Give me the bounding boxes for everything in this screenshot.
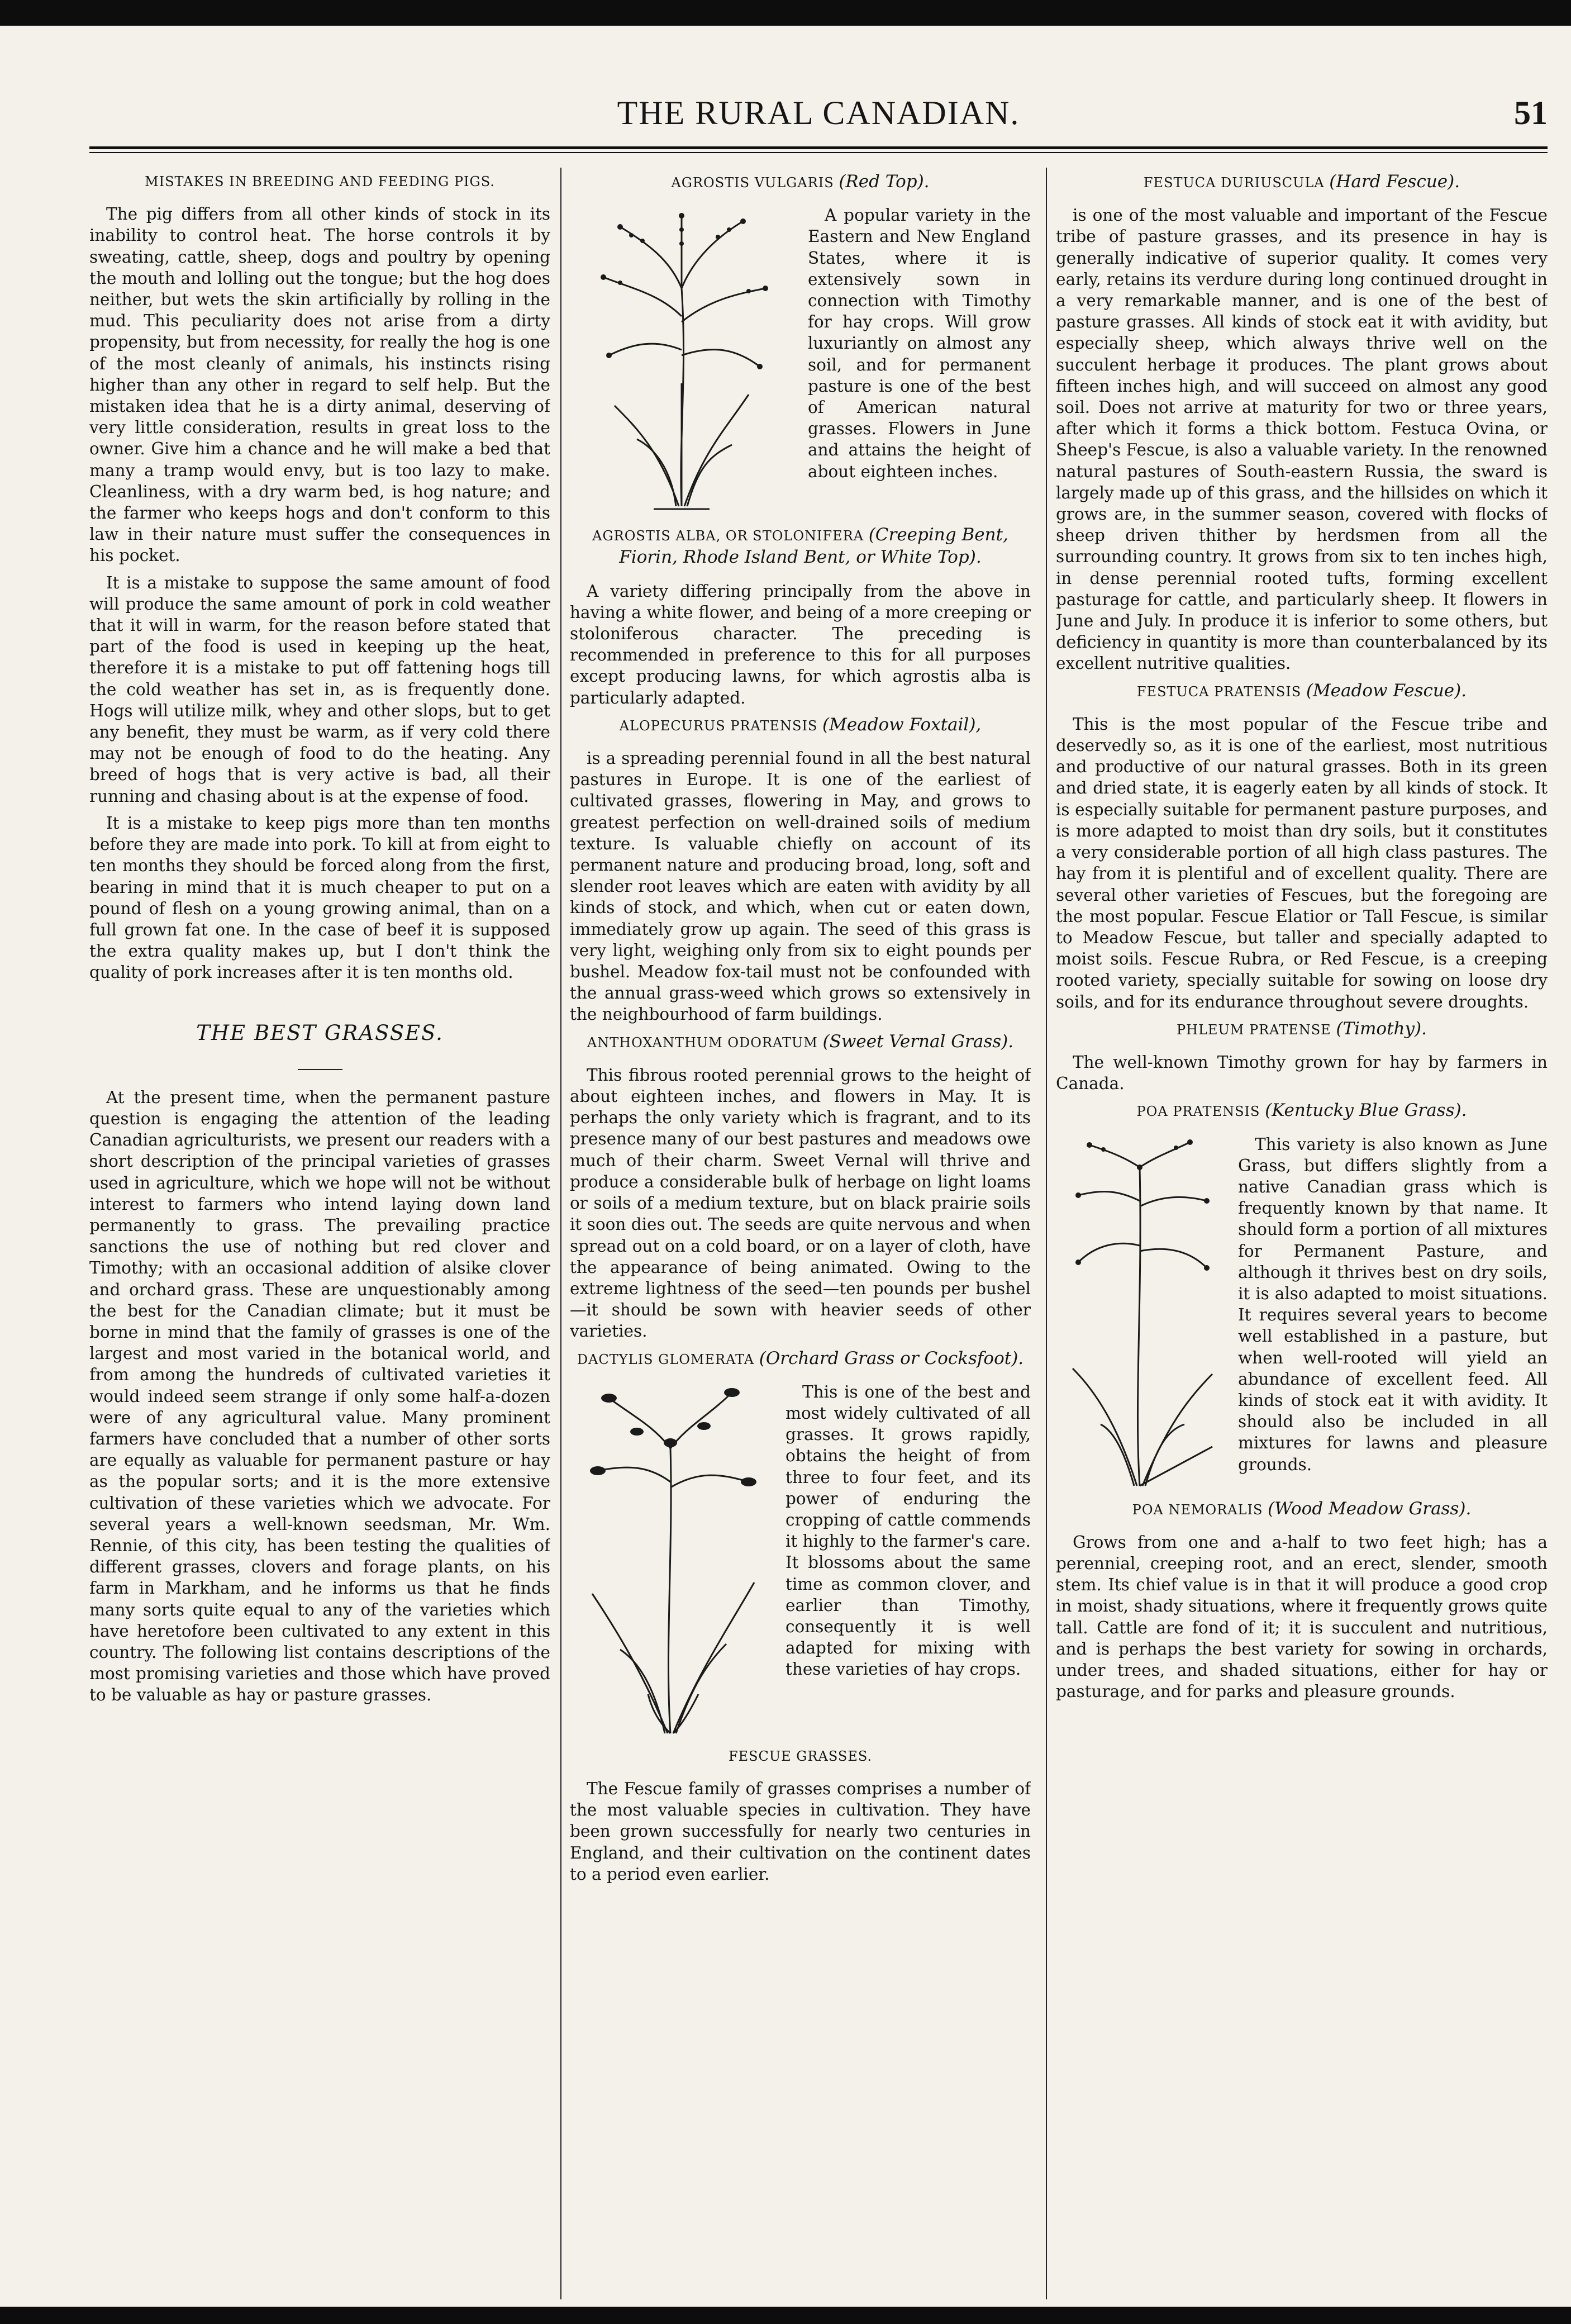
header-rule-thin [89, 152, 1548, 153]
common-name: (Meadow Foxtail), [822, 714, 982, 735]
column-divider-1 [560, 168, 561, 2299]
short-rule [298, 1069, 342, 1070]
species-name: AGROSTIS VULGARIS [671, 175, 834, 191]
common-name: (Wood Meadow Grass). [1268, 1498, 1472, 1519]
kentucky-blue-grass-illustration [1056, 1134, 1224, 1491]
species-name: PHLEUM PRATENSE [1177, 1021, 1331, 1038]
common-name: (Hard Fescue). [1329, 172, 1460, 192]
common-name: (Orchard Grass or Cocksfoot). [759, 1348, 1024, 1368]
paragraph: This variety is also known as June Grass, but differs slightly from a native Canadian grass which is frequently known by that name. It should form a portion of all mixtures for Permanent Pasture, and although it thrives best on dry soils, it is also adapted to moist situations. It requires several years to become well established in a pasture, but when well-rooted will yield an abundance of excellent feed. All kinds of stock eat it with avidity. It should also be included in all mixtures for lawns and pleasure grounds. [1238, 1134, 1548, 1474]
common-name: (Red Top). [839, 172, 930, 192]
species-heading [1056, 171, 1548, 193]
column-1 [89, 168, 550, 2299]
species-heading [570, 524, 1031, 569]
species-name: DACTYLIS GLOMERATA [577, 1351, 755, 1367]
orchard-grass-illustration [570, 1381, 771, 1739]
paragraph: It is a mistake to keep pigs more than ten months before they are made into pork. To kill at from eight to ten months they should be forced along from the first, bearing in mind that it is much cheaper to put on a pound of flesh on a young growing animal, than on a full grown fat one. In the case of beef it is supposed the extra quality makes up, but I don't think the quality of pork increases after it is ten months old. [89, 813, 550, 982]
species-name: POA NEMORALIS [1132, 1501, 1263, 1518]
species-heading [1056, 1018, 1548, 1040]
paragraph: The well-known Timothy grown for hay by farmers in Canada. [1056, 1052, 1548, 1094]
common-name: (Creeping Bent, Fiorin, Rhode Island Bent, or White Top). [619, 525, 1008, 568]
common-name: (Timothy). [1336, 1018, 1427, 1039]
paragraph: This fibrous rooted perennial grows to the height of about eighteen inches, and flowers in May. It is perhaps the only variety which is fragrant, and to its presence many of our best pastures and meadows owe much of their charm. Sweet Vernal will thrive and produce a considerable bulk of herbage on light loams or soils of a medium texture, but on black prairie soils it soon dies out. The seeds are quite nervous and when spread out on a cold board, or on a layer of cloth, have the appearance of being animated. Owing to the extreme lightness of the seed—ten pounds per bushel—it should be sown with heavier seeds of other varieties. [570, 1065, 1031, 1341]
paragraph: This is one of the best and most widely cultivated of all grasses. It grows rapidly, obtains the height of from three to four feet, and its power of enduring the cropping of cattle commends it highly to the farmer's care. It blossoms about the same time as common clover, and earlier than Timothy, consequently it is well adapted for mixing with these varieties of hay crops. [786, 1382, 1031, 1679]
species-name: FESTUCA DURIUSCULA [1143, 175, 1325, 191]
red-top-grass-illustration [570, 205, 793, 517]
paragraph: This is the most popular of the Fescue tribe and deservedly so, as it is one of the earliest, most nutritious and productive of our natural grasses. Both in its green and dried state, it is eagerly eaten by all kinds of stock. It is especially suitable for permanent pasture purposes, and is more adapted to moist than dry soils, but it constitutes a very considerable portion of all high class pastures. The hay from it is plentiful and of excellent quality. There are several other varieties of Fescues, but the foregoing are the most popular. Fescue Elatior or Tall Fescue, is similar to Meadow Fescue, but taller and specially adapted to moist soils. Fescue Rubra, or Red Fescue, is a creeping rooted variety, specially suitable for sowing on loose dry soils, and for its endurance throughout severe droughts. [1056, 714, 1548, 1011]
paragraph: Grows from one and a-half to two feet high; has a perennial, creeping root, and an erect, slender, smooth stem. Its chief value is in that it will produce a good crop in moist, shady situations, where it frequently grows quite tall. Cattle are fond of it; it is succulent and nutritious, and is perhaps the best variety for sowing in orchards, under trees, and shaded situations, either for hay or pasturage, and for parks and pleasure grounds. [1056, 1532, 1548, 1702]
publication-title: THE RURAL CANADIAN. [617, 94, 1020, 131]
species-name: ANTHOXANTHUM ODORATUM [587, 1034, 818, 1051]
header-rule-thick [89, 146, 1548, 149]
page-header [89, 84, 1548, 145]
species-name: FESTUCA PRATENSIS [1136, 683, 1302, 700]
paragraph: A variety differing principally from the above in having a white flower, and being of a more creeping or stoloniferous character. The preceding is recommended in preference to this for all purposes except producing lawns, for which agrostis alba is particularly adapted. [570, 581, 1031, 707]
paragraph: A popular variety in the Eastern and New England States, where it is extensively sown in connection with Timothy for hay crops. Will grow luxuriantly on almost any soil, and for permanent pasture is one of the best of American natural grasses. Flowers in June and attains the height of about eighteen inches. [808, 206, 1031, 481]
species-name: ALOPECURUS PRATENSIS [619, 717, 818, 734]
column-2 [570, 168, 1031, 2299]
page-number: 51 [1514, 94, 1548, 131]
species-heading [1056, 680, 1548, 702]
paragraph: The Fescue family of grasses comprises a number of the most valuable species in cultivation. They have been grown successfully for nearly two centuries in England, and their cultivation on the continent dates to a period even earlier. [570, 1779, 1031, 1884]
species-heading [570, 1348, 1031, 1370]
species-heading [570, 1031, 1031, 1053]
paragraph: The pig differs from all other kinds of stock in its inability to control heat. The horse controls it by sweating, cattle, sheep, dogs and poultry by opening the mouth and lolling out the tongue; but the hog does neither, but wets the skin artificially by rolling in the mud. This peculiarity does not arise from a dirty propensity, but from necessity, for really the hog is one of the most cleanly of animals, his instincts rising higher than any other in regard to self help. But the mistaken idea that he is a dirty animal, deserving of very little consideration, results in great loss to the owner. Give him a chance and he will make a bed that many a tramp would envy, but is too lazy to make. Cleanliness, with a dry warm bed, is hog nature; and the farmer who keeps hogs and don't conform to this law in their nature must suffer the consequences in his pocket. [89, 205, 550, 565]
top-scan-border [0, 0, 1571, 26]
common-name: (Kentucky Blue Grass). [1265, 1100, 1467, 1121]
species-heading [1056, 1100, 1548, 1122]
species-heading [1056, 1498, 1548, 1520]
column-divider-2 [1046, 168, 1047, 2299]
paragraph: is a spreading perennial found in all the best natural pastures in Europe. It is one of the earliest of cultivated grasses, flowering in May, and grows to greatest perfection on well-drained soils of medium texture. Is valuable chiefly on account of its permanent nature and producing broad, long, soft and slender root leaves which are eaten with avidity by all kinds of stock, and which, when cut or eaten down, immediately grow up again. The seed of this grass is very light, weighing only from six to eight pounds per bushel. Meadow fox-tail must not be confounded with the annual grass-weed which grows so extensively in the neighbourhood of farm buildings. [570, 749, 1031, 1024]
common-name: (Meadow Fescue). [1306, 680, 1467, 701]
common-name: (Sweet Vernal Grass). [822, 1031, 1014, 1052]
species-heading [570, 171, 1031, 193]
bottom-scan-border [0, 2307, 1571, 2324]
article-heading-grasses: THE BEST GRASSES. [196, 1020, 444, 1045]
paragraph: is one of the most valuable and important of the Fescue tribe of pasture grasses, and its presence in hay is generally indicative of superior quality. It comes very early, retains its verdure during long continued drought in a very remarkable manner, and is one of the best of pasture grasses. All kinds of stock eat it with avidity, but especially sheep, which always thrive well on the succulent herbage it produces. The plant grows about fifteen inches high, and will succeed on almost any good soil. Does not arrive at maturity for two or three years, after which it forms a thick bottom. Festuca Ovina, or Sheep's Fescue, is also a valuable variety. In the renowned natural pastures of South-eastern Russia, the sward is largely made up of this grass, and the hillsides on which it grows are, in the summer season, covered with flocks of sheep driven thither by herdsmen from all the surrounding country. It grows from six to ten inches high, in dense perennial rooted tufts, forming excellent pasturage for cattle, and particularly sheep. It flowers in June and July. In produce it is inferior to some others, but deficiency in quantity is more than counterbalanced by its excellent nutritive qualities. [1056, 206, 1548, 673]
section-heading-fescue: FESCUE GRASSES. [728, 1748, 873, 1764]
species-name: AGROSTIS ALBA, OR STOLONIFERA [592, 528, 864, 544]
paragraph: At the present time, when the permanent pasture question is engaging the attention of the leading Canadian agriculturists, we present our readers with a short description of the principal varieties of grasses used in agriculture, which we hope will not be without interest to farmers who intend laying down land permanently to grass. The prevailing practice sanctions the use of nothing but red clover and Timothy; with an occasional addition of alsike clover and orchard grass. These are unquestionably among the best for the Canadian climate; but it must be borne in mind that the family of grasses is one of the largest and most varied in the botanical world, and from among the hundreds of cultivated varieties it would indeed seem strange if only some half-a-dozen were of any agricultural value. Many prominent farmers have concluded that a number of other sorts are equally as valuable for permanent pasture or hay as the popular sorts; and it is the more extensive cultivation of these varieties which we advocate. For several years a well-known seedsman, Mr. Wm. Rennie, of this city, has been testing the qualities of different grasses, clovers and forage plants, on his farm in Markham, and he informs us that he finds many sorts quite equal to any of the varieties which have heretofore been cultivated to any extent in this country. The following list contains descriptions of the most promising varieties and those which have proved to be valuable as hay or pasture grasses. [89, 1087, 550, 1705]
species-heading [570, 714, 1031, 736]
article-heading-pigs: MISTAKES IN BREEDING AND FEEDING PIGS. [145, 174, 495, 189]
paragraph: It is a mistake to suppose the same amount of food will produce the same amount of pork in cold weather that it will in warm, for the reason before stated that part of the food is used in keeping up the heat, therefore it is a mistake to put off fattening hogs till the cold weather has set in, as is frequently done. Hogs will utilize milk, whey and other slops, but to get any benefit, they must be warm, as if very cold there may not be enough of food to do the heating. Any breed of hogs that is very active is bad, all their running and chasing about is at the expense of food. [89, 573, 550, 806]
column-3 [1056, 168, 1548, 2299]
species-name: POA PRATENSIS [1136, 1104, 1260, 1120]
